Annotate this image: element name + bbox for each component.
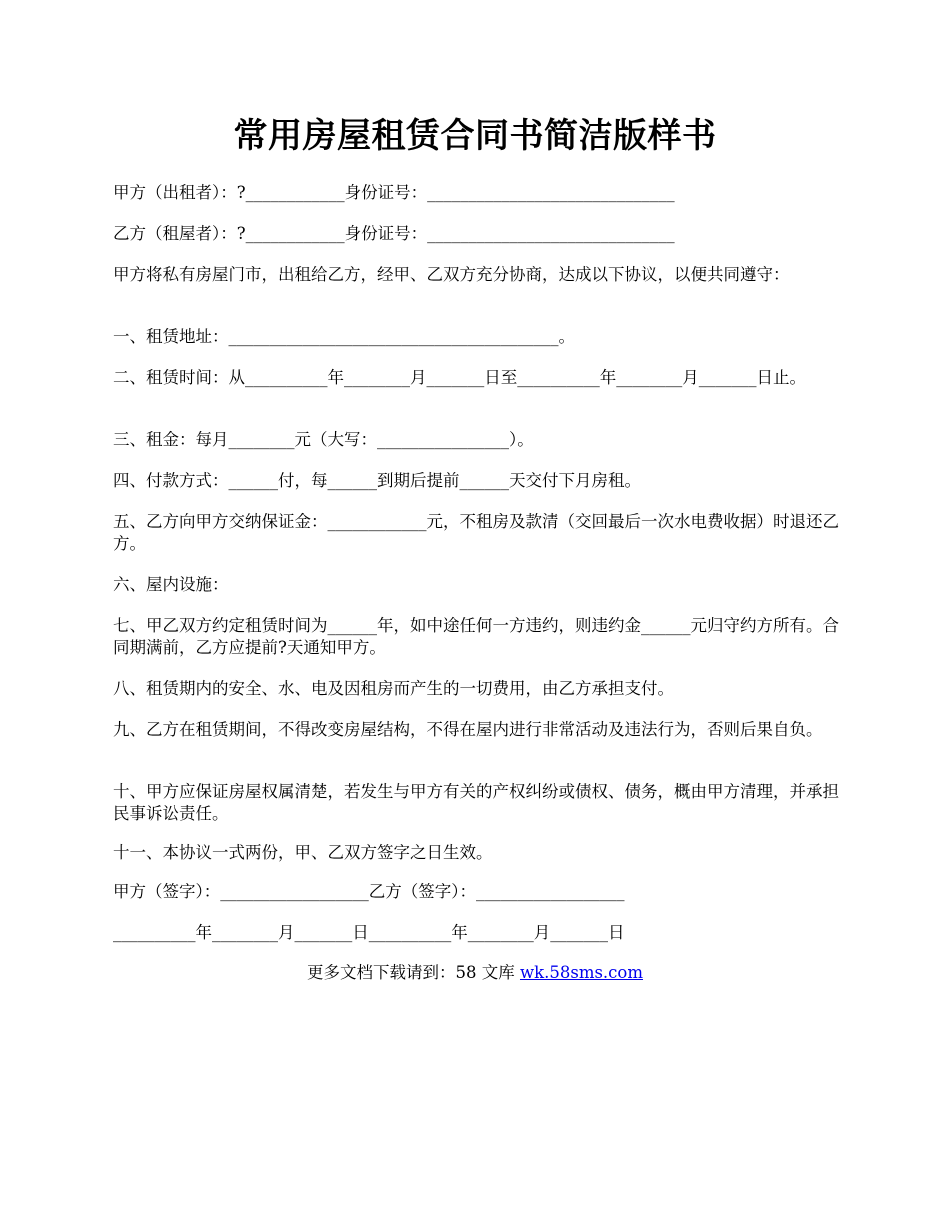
clause-4-payment: 四、付款方式：______付，每______到期后提前______天交付下月房租。	[113, 471, 641, 490]
clause-7-breach: 七、甲乙双方约定租赁时间为______年，如中途任何一方违约，则违约金______元归守约方所有。合同期满前，乙方应提前?天通知甲方。	[113, 616, 839, 657]
clause-6-facilities: 六、屋内设施：	[113, 575, 229, 594]
footer	[0, 962, 950, 984]
footer-link[interactable]: wk.58sms.com	[519, 963, 643, 982]
clause-3-rent: 三、租金：每月________元（大写：________________）。	[113, 430, 534, 449]
clause-5-deposit: 五、乙方向甲方交纳保证金：____________元，不租房及款清（交回最后一次水电费收据）时退还乙方。	[113, 512, 839, 553]
footer-text: 更多文档下载请到：58 文库	[306, 963, 520, 982]
clause-1-address: 一、租赁地址：________________________________________。	[113, 327, 575, 346]
date-line: __________年________月_______日__________年________月_______日	[113, 923, 625, 942]
document-title: 常用房屋租赁合同书简洁版样书	[233, 116, 717, 156]
clause-9-structure: 九、乙方在租赁期间，不得改变房屋结构，不得在屋内进行非常活动及违法行为，否则后果自负。	[113, 720, 823, 739]
clause-11-effect: 十一、本协议一式两份，甲、乙双方签字之日生效。	[113, 843, 493, 862]
preamble-paragraph: 甲方将私有房屋门市，出租给乙方，经甲、乙双方充分协商，达成以下协议，以便共同遵守：	[113, 265, 790, 284]
signature-line: 甲方（签字）：__________________乙方（签字）：__________________	[113, 882, 625, 901]
party-b-line: 乙方（租屋者）：?____________身份证号：______________________________	[113, 224, 675, 243]
party-a-line: 甲方（出租者）：?____________身份证号：______________________________	[113, 183, 675, 202]
clause-2-term: 二、租赁时间：从__________年________月_______日至__________年________月_______日止。	[113, 368, 806, 387]
clause-8-expenses: 八、租赁期内的安全、水、电及因租房而产生的一切费用，由乙方承担支付。	[113, 679, 674, 698]
clause-10-ownership: 十、甲方应保证房屋权属清楚，若发生与甲方有关的产权纠纷或债权、债务，概由甲方清理，并承担民事诉讼责任。	[113, 782, 839, 823]
